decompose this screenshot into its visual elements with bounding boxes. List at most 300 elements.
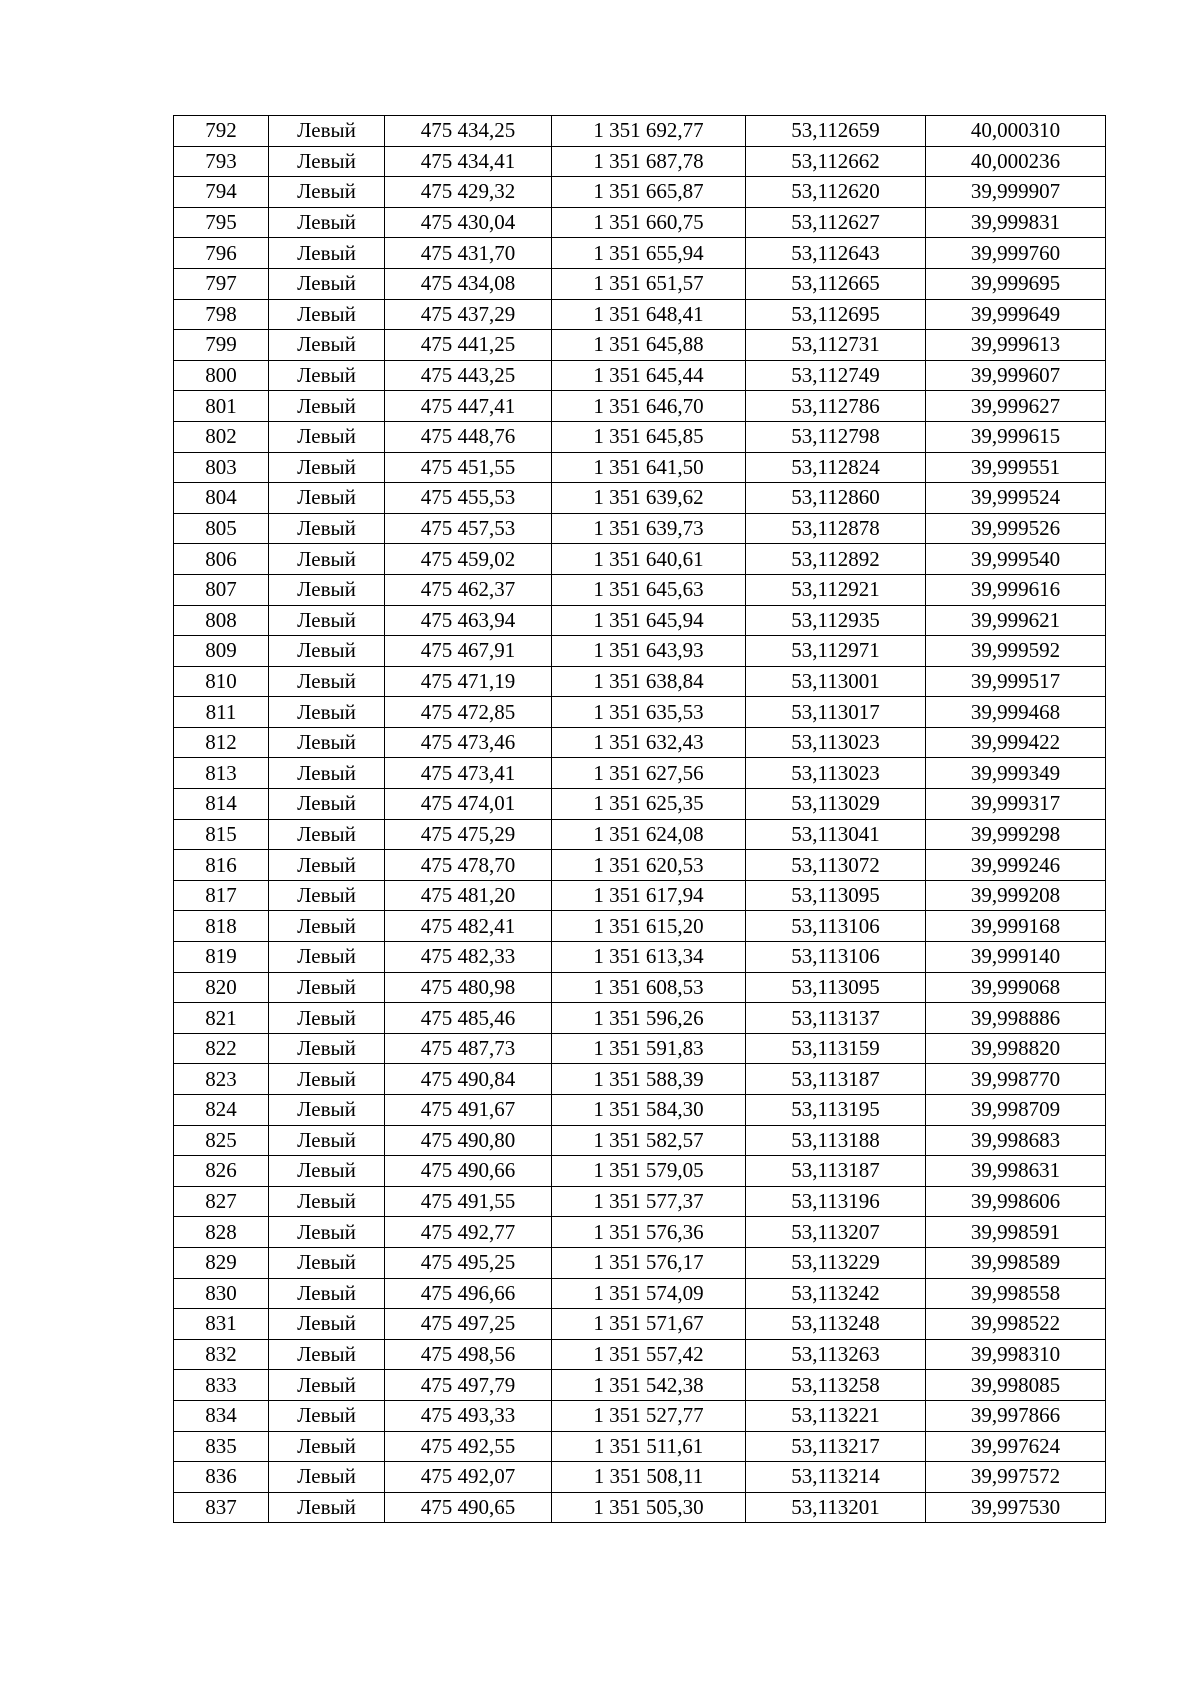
- y-coordinate-cell: 1 351 574,09: [552, 1278, 746, 1309]
- longitude-cell: 39,999627: [926, 391, 1106, 422]
- table-row: [174, 727, 1106, 758]
- latitude-cell: 53,113201: [746, 1492, 926, 1523]
- latitude-cell: 53,113195: [746, 1095, 926, 1126]
- side-cell: Левый: [269, 207, 385, 238]
- latitude-cell: 53,113229: [746, 1247, 926, 1278]
- longitude-cell: 39,998310: [926, 1339, 1106, 1370]
- y-coordinate-cell: 1 351 576,17: [552, 1247, 746, 1278]
- longitude-cell: 40,000310: [926, 116, 1106, 147]
- point-number-cell: 805: [174, 513, 269, 544]
- longitude-cell: 39,998631: [926, 1156, 1106, 1187]
- latitude-cell: 53,113095: [746, 972, 926, 1003]
- point-number-cell: 815: [174, 819, 269, 850]
- y-coordinate-cell: 1 351 615,20: [552, 911, 746, 942]
- side-cell: Левый: [269, 146, 385, 177]
- latitude-cell: 53,113137: [746, 1003, 926, 1034]
- side-cell: Левый: [269, 697, 385, 728]
- longitude-cell: 39,998683: [926, 1125, 1106, 1156]
- x-coordinate-cell: 475 481,20: [385, 880, 552, 911]
- x-coordinate-cell: 475 491,67: [385, 1095, 552, 1126]
- x-coordinate-cell: 475 434,25: [385, 116, 552, 147]
- x-coordinate-cell: 475 475,29: [385, 819, 552, 850]
- table-row: [174, 544, 1106, 575]
- latitude-cell: 53,113187: [746, 1156, 926, 1187]
- longitude-cell: 39,998886: [926, 1003, 1106, 1034]
- latitude-cell: 53,113196: [746, 1186, 926, 1217]
- table-row: [174, 1186, 1106, 1217]
- side-cell: Левый: [269, 238, 385, 269]
- y-coordinate-cell: 1 351 617,94: [552, 880, 746, 911]
- y-coordinate-cell: 1 351 640,61: [552, 544, 746, 575]
- side-cell: Левый: [269, 1462, 385, 1493]
- latitude-cell: 53,113242: [746, 1278, 926, 1309]
- longitude-cell: 39,997624: [926, 1431, 1106, 1462]
- x-coordinate-cell: 475 492,07: [385, 1462, 552, 1493]
- x-coordinate-cell: 475 496,66: [385, 1278, 552, 1309]
- latitude-cell: 53,112627: [746, 207, 926, 238]
- side-cell: Левый: [269, 758, 385, 789]
- table-row: [174, 850, 1106, 881]
- point-number-cell: 803: [174, 452, 269, 483]
- point-number-cell: 814: [174, 789, 269, 820]
- longitude-cell: 39,999526: [926, 513, 1106, 544]
- side-cell: Левый: [269, 972, 385, 1003]
- latitude-cell: 53,113029: [746, 789, 926, 820]
- longitude-cell: 39,999831: [926, 207, 1106, 238]
- latitude-cell: 53,112620: [746, 177, 926, 208]
- table-row: [174, 1309, 1106, 1340]
- side-cell: Левый: [269, 360, 385, 391]
- side-cell: Левый: [269, 605, 385, 636]
- x-coordinate-cell: 475 474,01: [385, 789, 552, 820]
- x-coordinate-cell: 475 493,33: [385, 1400, 552, 1431]
- table-row: [174, 1217, 1106, 1248]
- x-coordinate-cell: 475 491,55: [385, 1186, 552, 1217]
- side-cell: Левый: [269, 177, 385, 208]
- y-coordinate-cell: 1 351 645,63: [552, 574, 746, 605]
- x-coordinate-cell: 475 467,91: [385, 636, 552, 667]
- point-number-cell: 797: [174, 268, 269, 299]
- latitude-cell: 53,112860: [746, 483, 926, 514]
- side-cell: Левый: [269, 1186, 385, 1217]
- longitude-cell: 39,999524: [926, 483, 1106, 514]
- latitude-cell: 53,113017: [746, 697, 926, 728]
- x-coordinate-cell: 475 437,29: [385, 299, 552, 330]
- point-number-cell: 824: [174, 1095, 269, 1126]
- x-coordinate-cell: 475 492,77: [385, 1217, 552, 1248]
- longitude-cell: 39,997530: [926, 1492, 1106, 1523]
- x-coordinate-cell: 475 447,41: [385, 391, 552, 422]
- side-cell: Левый: [269, 391, 385, 422]
- latitude-cell: 53,113217: [746, 1431, 926, 1462]
- latitude-cell: 53,112878: [746, 513, 926, 544]
- y-coordinate-cell: 1 351 571,67: [552, 1309, 746, 1340]
- x-coordinate-cell: 475 490,80: [385, 1125, 552, 1156]
- latitude-cell: 53,113214: [746, 1462, 926, 1493]
- longitude-cell: 39,999317: [926, 789, 1106, 820]
- side-cell: Левый: [269, 789, 385, 820]
- latitude-cell: 53,112749: [746, 360, 926, 391]
- table-row: [174, 1431, 1106, 1462]
- side-cell: Левый: [269, 1217, 385, 1248]
- point-number-cell: 831: [174, 1309, 269, 1340]
- latitude-cell: 53,112971: [746, 636, 926, 667]
- longitude-cell: 39,999140: [926, 942, 1106, 973]
- latitude-cell: 53,113258: [746, 1370, 926, 1401]
- x-coordinate-cell: 475 472,85: [385, 697, 552, 728]
- table-row: [174, 697, 1106, 728]
- point-number-cell: 794: [174, 177, 269, 208]
- y-coordinate-cell: 1 351 620,53: [552, 850, 746, 881]
- table-row: [174, 1462, 1106, 1493]
- y-coordinate-cell: 1 351 625,35: [552, 789, 746, 820]
- side-cell: Левый: [269, 1125, 385, 1156]
- y-coordinate-cell: 1 351 660,75: [552, 207, 746, 238]
- x-coordinate-cell: 475 497,25: [385, 1309, 552, 1340]
- y-coordinate-cell: 1 351 646,70: [552, 391, 746, 422]
- table-row: [174, 483, 1106, 514]
- longitude-cell: 39,999208: [926, 880, 1106, 911]
- y-coordinate-cell: 1 351 542,38: [552, 1370, 746, 1401]
- y-coordinate-cell: 1 351 641,50: [552, 452, 746, 483]
- point-number-cell: 796: [174, 238, 269, 269]
- table-row: [174, 330, 1106, 361]
- side-cell: Левый: [269, 116, 385, 147]
- table-row: [174, 1156, 1106, 1187]
- table-row: [174, 1339, 1106, 1370]
- side-cell: Левый: [269, 880, 385, 911]
- side-cell: Левый: [269, 942, 385, 973]
- table-row: [174, 177, 1106, 208]
- side-cell: Левый: [269, 819, 385, 850]
- x-coordinate-cell: 475 498,56: [385, 1339, 552, 1370]
- point-number-cell: 832: [174, 1339, 269, 1370]
- table-row: [174, 207, 1106, 238]
- table-row: [174, 360, 1106, 391]
- point-number-cell: 834: [174, 1400, 269, 1431]
- y-coordinate-cell: 1 351 584,30: [552, 1095, 746, 1126]
- point-number-cell: 821: [174, 1003, 269, 1034]
- table-row: [174, 513, 1106, 544]
- table-row: [174, 421, 1106, 452]
- longitude-cell: 39,999695: [926, 268, 1106, 299]
- coordinates-table-body: [174, 116, 1106, 1523]
- x-coordinate-cell: 475 497,79: [385, 1370, 552, 1401]
- x-coordinate-cell: 475 478,70: [385, 850, 552, 881]
- table-row: [174, 1033, 1106, 1064]
- point-number-cell: 811: [174, 697, 269, 728]
- y-coordinate-cell: 1 351 639,62: [552, 483, 746, 514]
- table-row: [174, 238, 1106, 269]
- table-row: [174, 666, 1106, 697]
- latitude-cell: 53,112695: [746, 299, 926, 330]
- longitude-cell: 39,999422: [926, 727, 1106, 758]
- longitude-cell: 39,998709: [926, 1095, 1106, 1126]
- latitude-cell: 53,112665: [746, 268, 926, 299]
- y-coordinate-cell: 1 351 645,88: [552, 330, 746, 361]
- point-number-cell: 823: [174, 1064, 269, 1095]
- x-coordinate-cell: 475 482,33: [385, 942, 552, 973]
- x-coordinate-cell: 475 480,98: [385, 972, 552, 1003]
- y-coordinate-cell: 1 351 655,94: [552, 238, 746, 269]
- longitude-cell: 39,999592: [926, 636, 1106, 667]
- table-row: [174, 1125, 1106, 1156]
- side-cell: Левый: [269, 330, 385, 361]
- longitude-cell: 39,998589: [926, 1247, 1106, 1278]
- longitude-cell: 39,999540: [926, 544, 1106, 575]
- table-row: [174, 789, 1106, 820]
- table-row: [174, 452, 1106, 483]
- side-cell: Левый: [269, 1156, 385, 1187]
- x-coordinate-cell: 475 495,25: [385, 1247, 552, 1278]
- side-cell: Левый: [269, 1309, 385, 1340]
- x-coordinate-cell: 475 473,46: [385, 727, 552, 758]
- table-row: [174, 1278, 1106, 1309]
- side-cell: Левый: [269, 1339, 385, 1370]
- y-coordinate-cell: 1 351 577,37: [552, 1186, 746, 1217]
- point-number-cell: 816: [174, 850, 269, 881]
- latitude-cell: 53,112824: [746, 452, 926, 483]
- table-row: [174, 268, 1106, 299]
- latitude-cell: 53,113221: [746, 1400, 926, 1431]
- longitude-cell: 39,999607: [926, 360, 1106, 391]
- point-number-cell: 792: [174, 116, 269, 147]
- x-coordinate-cell: 475 430,04: [385, 207, 552, 238]
- longitude-cell: 39,999349: [926, 758, 1106, 789]
- y-coordinate-cell: 1 351 613,34: [552, 942, 746, 973]
- point-number-cell: 799: [174, 330, 269, 361]
- side-cell: Левый: [269, 268, 385, 299]
- y-coordinate-cell: 1 351 608,53: [552, 972, 746, 1003]
- point-number-cell: 833: [174, 1370, 269, 1401]
- y-coordinate-cell: 1 351 648,41: [552, 299, 746, 330]
- side-cell: Левый: [269, 666, 385, 697]
- x-coordinate-cell: 475 462,37: [385, 574, 552, 605]
- y-coordinate-cell: 1 351 591,83: [552, 1033, 746, 1064]
- side-cell: Левый: [269, 299, 385, 330]
- table-row: [174, 1003, 1106, 1034]
- y-coordinate-cell: 1 351 596,26: [552, 1003, 746, 1034]
- side-cell: Левый: [269, 727, 385, 758]
- y-coordinate-cell: 1 351 632,43: [552, 727, 746, 758]
- longitude-cell: 39,999907: [926, 177, 1106, 208]
- x-coordinate-cell: 475 455,53: [385, 483, 552, 514]
- table-row: [174, 758, 1106, 789]
- x-coordinate-cell: 475 473,41: [385, 758, 552, 789]
- table-row: [174, 146, 1106, 177]
- point-number-cell: 820: [174, 972, 269, 1003]
- y-coordinate-cell: 1 351 511,61: [552, 1431, 746, 1462]
- side-cell: Левый: [269, 911, 385, 942]
- point-number-cell: 828: [174, 1217, 269, 1248]
- side-cell: Левый: [269, 1492, 385, 1523]
- longitude-cell: 39,997572: [926, 1462, 1106, 1493]
- y-coordinate-cell: 1 351 687,78: [552, 146, 746, 177]
- side-cell: Левый: [269, 850, 385, 881]
- longitude-cell: 39,999760: [926, 238, 1106, 269]
- latitude-cell: 53,113188: [746, 1125, 926, 1156]
- latitude-cell: 53,113023: [746, 727, 926, 758]
- x-coordinate-cell: 475 485,46: [385, 1003, 552, 1034]
- x-coordinate-cell: 475 492,55: [385, 1431, 552, 1462]
- point-number-cell: 835: [174, 1431, 269, 1462]
- latitude-cell: 53,112786: [746, 391, 926, 422]
- latitude-cell: 53,112662: [746, 146, 926, 177]
- side-cell: Левый: [269, 1064, 385, 1095]
- x-coordinate-cell: 475 487,73: [385, 1033, 552, 1064]
- coordinates-table: [173, 115, 1106, 1523]
- y-coordinate-cell: 1 351 665,87: [552, 177, 746, 208]
- longitude-cell: 39,999468: [926, 697, 1106, 728]
- longitude-cell: 39,998820: [926, 1033, 1106, 1064]
- point-number-cell: 804: [174, 483, 269, 514]
- x-coordinate-cell: 475 443,25: [385, 360, 552, 391]
- y-coordinate-cell: 1 351 639,73: [552, 513, 746, 544]
- longitude-cell: 39,999621: [926, 605, 1106, 636]
- point-number-cell: 812: [174, 727, 269, 758]
- longitude-cell: 39,999551: [926, 452, 1106, 483]
- table-row: [174, 911, 1106, 942]
- side-cell: Левый: [269, 452, 385, 483]
- side-cell: Левый: [269, 636, 385, 667]
- y-coordinate-cell: 1 351 505,30: [552, 1492, 746, 1523]
- side-cell: Левый: [269, 1400, 385, 1431]
- table-row: [174, 1064, 1106, 1095]
- x-coordinate-cell: 475 434,41: [385, 146, 552, 177]
- y-coordinate-cell: 1 351 645,85: [552, 421, 746, 452]
- latitude-cell: 53,112643: [746, 238, 926, 269]
- longitude-cell: 39,998591: [926, 1217, 1106, 1248]
- x-coordinate-cell: 475 471,19: [385, 666, 552, 697]
- longitude-cell: 39,999615: [926, 421, 1106, 452]
- point-number-cell: 822: [174, 1033, 269, 1064]
- point-number-cell: 817: [174, 880, 269, 911]
- latitude-cell: 53,113263: [746, 1339, 926, 1370]
- y-coordinate-cell: 1 351 645,94: [552, 605, 746, 636]
- point-number-cell: 800: [174, 360, 269, 391]
- latitude-cell: 53,112731: [746, 330, 926, 361]
- side-cell: Левый: [269, 483, 385, 514]
- x-coordinate-cell: 475 490,84: [385, 1064, 552, 1095]
- x-coordinate-cell: 475 448,76: [385, 421, 552, 452]
- side-cell: Левый: [269, 1095, 385, 1126]
- side-cell: Левый: [269, 1370, 385, 1401]
- table-row: [174, 391, 1106, 422]
- longitude-cell: 39,999649: [926, 299, 1106, 330]
- point-number-cell: 827: [174, 1186, 269, 1217]
- point-number-cell: 793: [174, 146, 269, 177]
- y-coordinate-cell: 1 351 508,11: [552, 1462, 746, 1493]
- y-coordinate-cell: 1 351 643,93: [552, 636, 746, 667]
- y-coordinate-cell: 1 351 588,39: [552, 1064, 746, 1095]
- point-number-cell: 798: [174, 299, 269, 330]
- table-row: [174, 116, 1106, 147]
- y-coordinate-cell: 1 351 527,77: [552, 1400, 746, 1431]
- point-number-cell: 806: [174, 544, 269, 575]
- side-cell: Левый: [269, 1003, 385, 1034]
- latitude-cell: 53,112659: [746, 116, 926, 147]
- point-number-cell: 830: [174, 1278, 269, 1309]
- x-coordinate-cell: 475 459,02: [385, 544, 552, 575]
- point-number-cell: 801: [174, 391, 269, 422]
- latitude-cell: 53,112892: [746, 544, 926, 575]
- x-coordinate-cell: 475 451,55: [385, 452, 552, 483]
- side-cell: Левый: [269, 1033, 385, 1064]
- point-number-cell: 837: [174, 1492, 269, 1523]
- latitude-cell: 53,112921: [746, 574, 926, 605]
- side-cell: Левый: [269, 1247, 385, 1278]
- side-cell: Левый: [269, 574, 385, 605]
- longitude-cell: 39,999168: [926, 911, 1106, 942]
- x-coordinate-cell: 475 441,25: [385, 330, 552, 361]
- latitude-cell: 53,113106: [746, 911, 926, 942]
- longitude-cell: 39,999613: [926, 330, 1106, 361]
- point-number-cell: 826: [174, 1156, 269, 1187]
- x-coordinate-cell: 475 463,94: [385, 605, 552, 636]
- longitude-cell: 39,999517: [926, 666, 1106, 697]
- longitude-cell: 40,000236: [926, 146, 1106, 177]
- point-number-cell: 825: [174, 1125, 269, 1156]
- x-coordinate-cell: 475 429,32: [385, 177, 552, 208]
- table-row: [174, 1492, 1106, 1523]
- point-number-cell: 808: [174, 605, 269, 636]
- table-row: [174, 1095, 1106, 1126]
- y-coordinate-cell: 1 351 579,05: [552, 1156, 746, 1187]
- y-coordinate-cell: 1 351 576,36: [552, 1217, 746, 1248]
- point-number-cell: 809: [174, 636, 269, 667]
- x-coordinate-cell: 475 434,08: [385, 268, 552, 299]
- table-row: [174, 972, 1106, 1003]
- side-cell: Левый: [269, 544, 385, 575]
- table-row: [174, 636, 1106, 667]
- longitude-cell: 39,999068: [926, 972, 1106, 1003]
- latitude-cell: 53,113159: [746, 1033, 926, 1064]
- x-coordinate-cell: 475 490,65: [385, 1492, 552, 1523]
- table-row: [174, 942, 1106, 973]
- side-cell: Левый: [269, 1431, 385, 1462]
- point-number-cell: 818: [174, 911, 269, 942]
- longitude-cell: 39,999616: [926, 574, 1106, 605]
- latitude-cell: 53,113248: [746, 1309, 926, 1340]
- y-coordinate-cell: 1 351 638,84: [552, 666, 746, 697]
- y-coordinate-cell: 1 351 582,57: [552, 1125, 746, 1156]
- longitude-cell: 39,997866: [926, 1400, 1106, 1431]
- point-number-cell: 829: [174, 1247, 269, 1278]
- point-number-cell: 836: [174, 1462, 269, 1493]
- latitude-cell: 53,112935: [746, 605, 926, 636]
- longitude-cell: 39,999246: [926, 850, 1106, 881]
- y-coordinate-cell: 1 351 692,77: [552, 116, 746, 147]
- y-coordinate-cell: 1 351 635,53: [552, 697, 746, 728]
- y-coordinate-cell: 1 351 557,42: [552, 1339, 746, 1370]
- longitude-cell: 39,998558: [926, 1278, 1106, 1309]
- x-coordinate-cell: 475 431,70: [385, 238, 552, 269]
- latitude-cell: 53,113187: [746, 1064, 926, 1095]
- latitude-cell: 53,113041: [746, 819, 926, 850]
- y-coordinate-cell: 1 351 651,57: [552, 268, 746, 299]
- side-cell: Левый: [269, 513, 385, 544]
- y-coordinate-cell: 1 351 627,56: [552, 758, 746, 789]
- latitude-cell: 53,113106: [746, 942, 926, 973]
- latitude-cell: 53,113023: [746, 758, 926, 789]
- longitude-cell: 39,999298: [926, 819, 1106, 850]
- longitude-cell: 39,998770: [926, 1064, 1106, 1095]
- table-row: [174, 1370, 1106, 1401]
- table-row: [174, 574, 1106, 605]
- side-cell: Левый: [269, 1278, 385, 1309]
- table-row: [174, 1400, 1106, 1431]
- latitude-cell: 53,112798: [746, 421, 926, 452]
